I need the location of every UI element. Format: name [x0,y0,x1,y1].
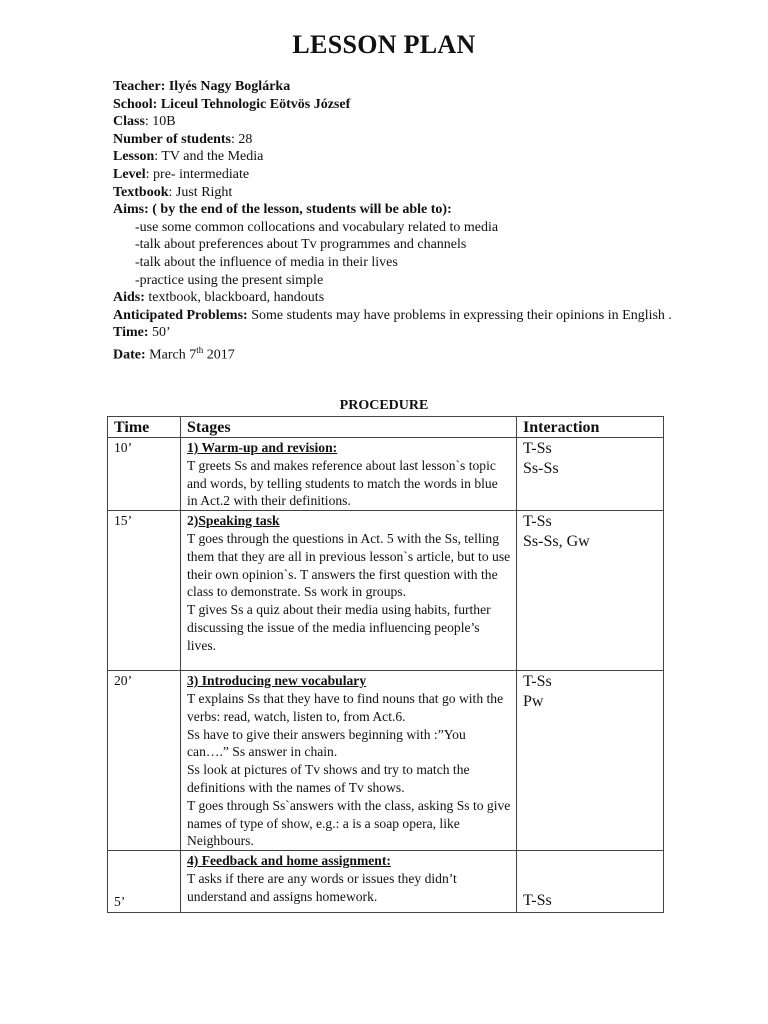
stage-title: 4) Feedback and home assignment: [187,853,391,869]
row-stage-cell [181,438,517,511]
column-header: Stages [181,417,517,438]
row-time: 5’ [108,851,181,913]
aim-item: -talk about the influence of media in their lives [135,254,398,270]
row-time: 20’ [108,671,181,851]
stage-title: 2)Speaking task [187,513,280,529]
stage-description: T explains Ss that they have to find nouns that go with the verbs: read, watch, listen to, from Act.6. [187,690,504,724]
stage-description: Ss look at pictures of Tv shows and try to match the definitions with the names of Tv shows. [187,762,470,795]
page-title: LESSON PLAN [292,30,476,59]
procedure-table [107,416,664,913]
interaction-item: Ss-Ss, Gw [523,533,590,551]
column-header: Interaction [517,417,664,438]
interaction-item: T-Ss [523,513,552,531]
lesson-details [113,78,673,364]
stage-description: Ss have to give their answers beginning with :”You can….” Ss answer in chain. [187,726,466,760]
table-header-row [108,417,664,438]
table-row [108,671,664,851]
stage-description: T goes through the questions in Act. 5 with the Ss, telling them that they are all in previous lesson`s article, but to use their own opinion`s. T answers the first question with the class to demonstrate. Ss work in groups. [187,530,511,600]
aim-item: -use some common collocations and vocabulary related to media [135,219,499,235]
stage-description: T gives Ss a quiz about their media using habits, further discussing the issue of the media influencing people’s lives. [187,602,491,653]
date-line: Date: March 7th 2017 [113,344,235,363]
row-interaction [517,851,664,913]
table-row [108,851,664,913]
aims-heading: Aims: ( by the end of the lesson, students will be able to): [113,202,452,218]
aids-line: Aids: textbook, blackboard, handouts [113,290,325,306]
interaction-item: T-Ss [523,440,552,457]
textbook-line: Textbook: Just Right [113,184,233,200]
interaction-item: T-Ss [523,892,552,910]
teacher-line: Teacher: Ilyés Nagy Boglárka [113,79,291,94]
level-line: Level: pre- intermediate [113,166,250,182]
stage-title: 3) Introducing new vocabulary [187,673,367,689]
stage-description: T asks if there are any words or issues they didn’t understand and assigns homework. [187,870,457,904]
interaction-item: Ss-Ss [523,460,559,477]
column-header: Time [108,417,181,438]
row-time: 10’ [108,438,181,511]
row-interaction [517,671,664,851]
row-stage-cell [181,851,517,913]
table-row [108,511,664,671]
row-stage-cell [181,511,517,671]
table-row [108,438,664,511]
interaction-item: T-Ss [523,673,552,691]
interaction-item: Pw [523,693,544,711]
problems-line: Anticipated Problems: Some students may have problems in expressing their opinions in English . [113,307,672,323]
row-interaction [517,511,664,671]
row-interaction [517,438,664,511]
stage-title: 1) Warm-up and revision: [187,440,338,455]
row-time: 15’ [108,511,181,671]
class-line: Class: 10B [113,114,176,130]
procedure-heading: PROCEDURE [339,398,429,413]
stage-description: T greets Ss and makes reference about last lesson`s topic and words, by telling students to match the words in blue in Act.2 with their definitions. [187,457,498,509]
stage-description: T goes through Ss`answers with the class, asking Ss to give names of type of show, e.g.: a is a soap opera, like Neighbours. [187,797,511,849]
time-line: Time: 50’ [113,325,171,341]
lesson-line: Lesson: TV and the Media [113,149,264,165]
row-stage-cell [181,671,517,851]
aim-item: -practice using the present simple [135,272,324,288]
aim-item: -talk about preferences about Tv programmes and channels [135,237,467,253]
school-line: School: Liceul Tehnologic Eötvös József [113,96,351,112]
students-line: Number of students: 28 [113,131,253,147]
